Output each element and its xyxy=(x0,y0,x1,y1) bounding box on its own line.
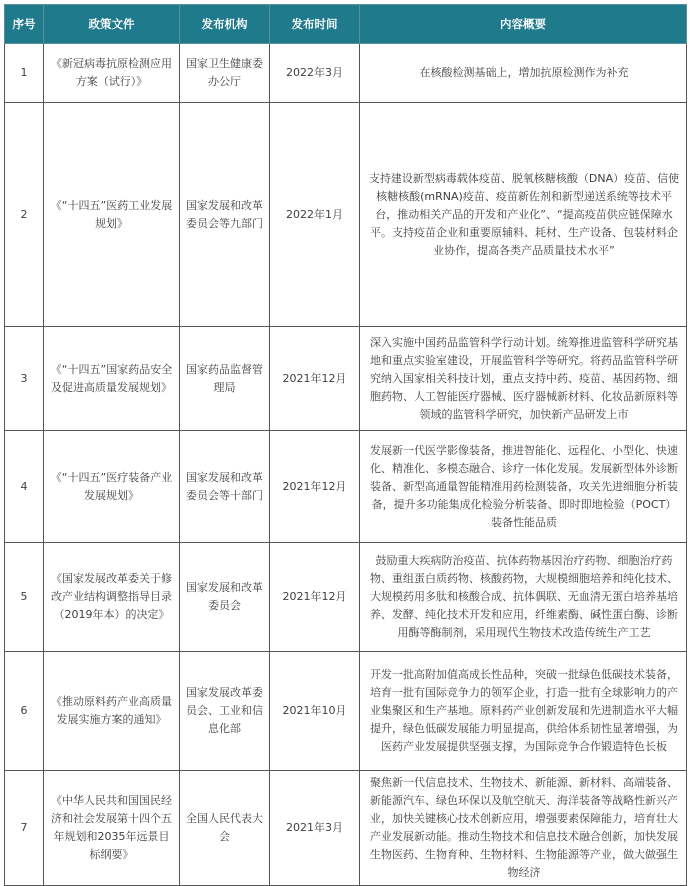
table-row xyxy=(5,543,687,652)
row-date: 2021年12月 xyxy=(270,543,360,652)
row-summary: 鼓励重大疾病防治疫苗、抗体药物基因治疗药物、细胞治疗药物、重组蛋白质药物、核酸药物，大规模细胞培养和纯化技术、大规模药用多肽和核酸合成、抗体偶联、无血清无蛋白培养基培养、发酵、纯化技术开发和应用，纤维素酶、碱性蛋白酶、诊断用酶等酶制剂，采用现代生物技术改造传统生产工艺 xyxy=(360,543,687,652)
row-index: 3 xyxy=(5,327,44,431)
row-date: 2022年3月 xyxy=(270,44,360,103)
row-index: 4 xyxy=(5,431,44,543)
row-agency: 国家发展和改革委员会 xyxy=(180,543,270,652)
row-index: 7 xyxy=(5,771,44,886)
row-agency: 国家药品监督管理局 xyxy=(180,327,270,431)
row-date: 2021年12月 xyxy=(270,327,360,431)
row-summary: 开发一批高附加值高成长性品种，突破一批绿色低碳技术装备，培育一批有国际竞争力的领军企业，打造一批有全球影响力的产业集聚区和生产基地。原料药产业创新发展和先进制造水平大幅提升，绿色低碳发展能力明显提高，供给体系韧性显著增强，为医药产业发展提供坚强支撑，为国际竞争合作锻造特色长板 xyxy=(360,652,687,771)
row-summary: 发展新一代医学影像装备，推进智能化、远程化、小型化、快速化、精准化、多模态融合、诊疗一体化发展。发展新型体外诊断装备、新型高通量智能精准用药检测装备，攻关先进细胞分析装备，提升多功能集成化检验分析装备、即时即地检验（POCT）装备性能品质 xyxy=(360,431,687,543)
header-policy: 政策文件 xyxy=(44,5,180,44)
row-index: 5 xyxy=(5,543,44,652)
row-policy: 《新冠病毒抗原检测应用方案（试行）》 xyxy=(44,44,180,103)
row-index: 1 xyxy=(5,44,44,103)
table-row xyxy=(5,44,687,103)
row-agency: 国家发展和改革委员会等十部门 xyxy=(180,431,270,543)
row-policy: 《“十四五”医疗装备产业发展规划》 xyxy=(44,431,180,543)
policy-table xyxy=(4,4,687,886)
row-summary: 在核酸检测基础上，增加抗原检测作为补充 xyxy=(360,44,687,103)
table-row xyxy=(5,652,687,771)
table-row xyxy=(5,431,687,543)
header-date: 发布时间 xyxy=(270,5,360,44)
header-summary: 内容概要 xyxy=(360,5,687,44)
row-policy: 《“十四五”医药工业发展规划》 xyxy=(44,103,180,327)
row-date: 2022年1月 xyxy=(270,103,360,327)
row-summary: 支持建设新型病毒载体疫苗、脱氧核糖核酸（DNA）疫苗、信使核糖核酸(mRNA)疫苗、疫苗新佐剂和新型递送系统等技术平台，推动相关产品的开发和产业化”、“提高疫苗供应链保障水平。支持疫苗企业和重要原辅料、耗材、生产设备、包装材料企业协作，提高各类产品质量技术水平” xyxy=(360,103,687,327)
table-row xyxy=(5,327,687,431)
row-agency: 国家发展改革委员会、工业和信息化部 xyxy=(180,652,270,771)
row-date: 2021年10月 xyxy=(270,652,360,771)
row-policy: 《中华人民共和国国民经济和社会发展第十四个五年规划和2035年远景目标纲要》 xyxy=(44,771,180,886)
row-summary: 深入实施中国药品监管科学行动计划。统筹推进监管科学研究基地和重点实验室建设，开展监管科学等研究。将药品监管科学研究纳入国家相关科技计划，重点支持中药、疫苗、基因药物、细胞药物、人工智能医疗器械、医疗器械新材料、化妆品新原料等领域的监管科学研究，加快新产品研发上市 xyxy=(360,327,687,431)
row-summary: 聚焦新一代信息技术、生物技术、新能源、新材料、高端装备、新能源汽车、绿色环保以及航空航天、海洋装备等战略性新兴产业，加快关键核心技术创新应用，增强要素保障能力，培育壮大产业发展新动能。推动生物技术和信息技术融合创新，加快发展生物医药、生物育种、生物材料、生物能源等产业，做大做强生物经济 xyxy=(360,771,687,886)
row-agency: 国家卫生健康委办公厅 xyxy=(180,44,270,103)
header-agency: 发布机构 xyxy=(180,5,270,44)
row-index: 2 xyxy=(5,103,44,327)
table-row xyxy=(5,103,687,327)
row-agency: 国家发展和改革委员会等九部门 xyxy=(180,103,270,327)
table-row xyxy=(5,771,687,886)
header-row xyxy=(5,5,687,44)
row-date: 2021年3月 xyxy=(270,771,360,886)
row-policy: 《国家发展改革委关于修改产业结构调整指导目录（2019年本）的决定》 xyxy=(44,543,180,652)
row-date: 2021年12月 xyxy=(270,431,360,543)
row-policy: 《推动原料药产业高质量发展实施方案的通知》 xyxy=(44,652,180,771)
row-index: 6 xyxy=(5,652,44,771)
header-index: 序号 xyxy=(5,5,44,44)
row-policy: 《“十四五”国家药品安全及促进高质量发展规划》 xyxy=(44,327,180,431)
row-agency: 全国人民代表大会 xyxy=(180,771,270,886)
